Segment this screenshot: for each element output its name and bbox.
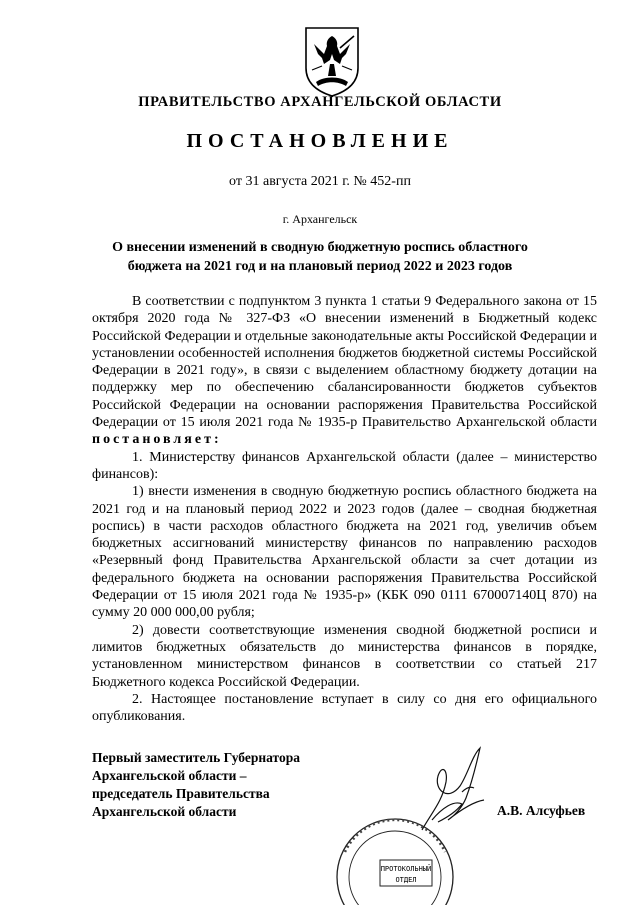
document-subject: О внесении изменений в сводную бюджетную роспись областного бюджета на 2021 год и на плановый период 2022 и 2023 годов xyxy=(112,240,528,274)
document-body xyxy=(92,293,597,725)
position-line: председатель Правительства xyxy=(92,786,270,801)
item-1-subitem-1: 1) внести изменения в сводную бюджетную роспись областного бюджета на 2021 год и на плановый период 2022 и 2023 годов (далее – сводная бюджетная роспись) в части расходов областного бюджета на 2021 год, увеличив объем бюджетных ассигнований министерству финансов по направлению расходов «Резервный фонд Правительства Архангельской области за счет дотации из федерального бюджета на основании распоряжения Правительства Российской Федерации от 15 июля 2021 года № 1935-р» (КБК 090 0111 670007140Ц 870) на сумму 20 000 000,00 рубля; xyxy=(92,484,597,621)
government-name: ПРАВИТЕЛЬСТВО АРХАНГЕЛЬСКОЙ ОБЛАСТИ xyxy=(138,94,502,110)
item-1: 1. Министерству финансов Архангельской области (далее – министерство финансов): xyxy=(92,449,597,482)
svg-text:ПРОТОКОЛЬНЫЙ: ПРОТОКОЛЬНЫЙ xyxy=(380,865,432,873)
svg-text:ОТДЕЛ: ОТДЕЛ xyxy=(395,876,417,884)
signatory-name: А.В. Алсуфьев xyxy=(497,803,586,818)
document-city: г. Архангельск xyxy=(282,212,358,226)
coat-of-arms-icon xyxy=(300,24,364,98)
stamp-seal xyxy=(330,812,460,905)
position-line: Архангельской области xyxy=(92,804,237,819)
position-line: Первый заместитель Губернатора xyxy=(92,750,300,765)
document-date-number: от 31 августа 2021 г. № 452-пп xyxy=(229,174,411,189)
preamble-paragraph xyxy=(92,293,597,449)
position-line: Архангельской области – xyxy=(92,768,247,783)
item-2: 2. Настоящее постановление вступает в силу со дня его официального опубликования. xyxy=(92,691,597,725)
item-1-subitem-2: 2) довести соответствующие изменения сводной бюджетной росписи и лимитов бюджетных обязательств до министерства финансов в порядке, установленном министерством финансов в соответствии со статьей 217 Бюджетного кодекса Российской Федерации. xyxy=(92,622,597,690)
decree-word: постановляет: xyxy=(92,432,222,448)
document-type: ПОСТАНОВЛЕНИЕ xyxy=(186,130,454,152)
signatory-position xyxy=(92,749,352,821)
preamble-text: В соответствии с подпунктом 3 пункта 1 статьи 9 Федерального закона от 15 октября 2020 года № 327-ФЗ «О внесении изменений в Бюджетный кодекс Российской Федерации и отдельные законодательные акты Российской Федерации и установлении особенностей исполнения бюджетов бюджетной системы Российской Федерации в 2021 году», в связи с выделением областному бюджету дотации на поддержку мер по обеспечению сбалансированности бюджетов субъектов Российской Федерации на основании распоряжения Правительства Российской Федерации от 15 июля 2021 года № 1935-р Правительство Архангельской области xyxy=(92,294,597,431)
